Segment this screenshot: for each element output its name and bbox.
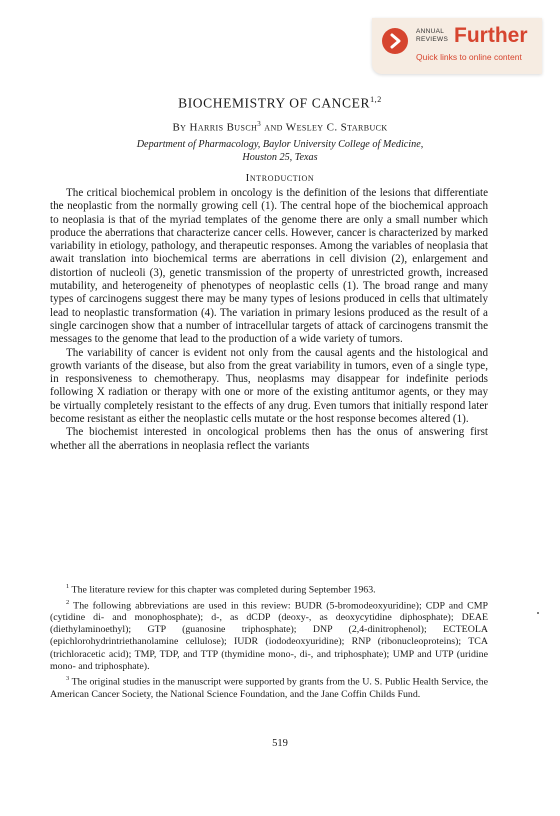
chevron-right-circle-icon <box>382 28 408 54</box>
footnote-1: $^1$ The literature review for this chapter was completed during September 1963. <box>66 583 376 596</box>
quick-links-link[interactable]: Quick links to online content <box>416 52 522 62</box>
affiliation: Department of Pharmacology, Baylor University College of Medicine, Houston 25, Texas <box>136 139 424 163</box>
paragraph: The critical biochemical problem in oncology is the definition of the lesions that differentiate the neoplastic from the normally growing cell (1). The central hope of the biochemical approach to neoplasia is that of the myriad templates of the genome there are only a small number which produce the aberrations that characterize cancer cells. However, cancer is characterized by marked variability in etiology, pathology, and therapeutic responses. Among the variables of neoplasia that await translation into biochemical terms are aberrations in cell division (2), enlargement and distortion of nucleoli (3), genetic transmission of the property of unrestricted growth, increased mutability, and heterogeneity of phenotypes of neoplastic cells (1). The broad range and many types of carcinogens suggest there may be many types of lesions produced in cells that ultimately lead to neoplastic transformation (4). The variation in primary lesions produced as the result of a single carcinogen show that a number of intracellular targets of attack of carcinogens transmit the messages to the genome that lead to the production of a wide variety of tumors. <box>50 187 488 346</box>
section-heading-introduction: Introduction <box>245 172 315 184</box>
page-number: 519 <box>272 738 288 749</box>
further-label: Further <box>454 24 528 47</box>
author-starbuck: Wesley C. Starbuck <box>285 121 388 134</box>
authors-line: By Harris Busch$^3$ and Wesley C. Starbuck <box>172 120 388 134</box>
footnote-2: $^2$ The following abbreviations are used in this review: BUDR (5-bromodeoxyuridine); CDP and CMP (cytidine di- and monophosphate); d-, as dCDP (deoxy-, as deoxycytidine diphosphate); DEAE (diethylaminoethyl); GTP (guanosine triphosphate); DNP (2,4-dinitrophenol); ECTEOLA (epichlorohydrintriethanolamine cellulose); IUDR (iododeoxyuridine); RNP (ribonucleoproteins); TCA (trichloracetic acid); TMP, TDP, and TTP (thymidine mono-, di-, and triphosphate); UMP and UTP (uridine mono- and triphosphate). <box>50 598 488 672</box>
author-busch: Harris Busch <box>189 121 258 134</box>
paragraph: The variability of cancer is evident not only from the causal agents and the histological and growth variants of the disease, but also from the great variability in tumors, even of a single type, in responsiveness to chemotherapy. Thus, neoplasms may disappear for indefinite periods following X radiation or therapy with one or more of the existing antitumor agents, or they may be virtually completely resistant to the effects of any drug. Even tumors that initially respond later become resistant as either the neoplastic cells mutate or the host response becomes altered (1). <box>50 346 488 426</box>
footnote-3: $^3$ The original studies in the manuscript were supported by grants from the U. S. Public Health Service, the American Cancer Society, the National Science Foundation, and the Jane Coffin Childs Fund. <box>50 675 488 700</box>
body-text <box>50 187 488 453</box>
article-title: BIOCHEMISTRY OF CANCER$^{1,2}$ <box>178 95 382 111</box>
paragraph: The biochemist interested in oncological problems then has the onus of answering first whether all the aberrations in neoplasia reflect the variants <box>50 426 488 452</box>
margin-mark <box>537 612 539 614</box>
footnotes <box>50 581 488 701</box>
annual-reviews-label: ANNUAL REVIEWS <box>416 28 449 43</box>
further-badge[interactable] <box>372 18 542 74</box>
